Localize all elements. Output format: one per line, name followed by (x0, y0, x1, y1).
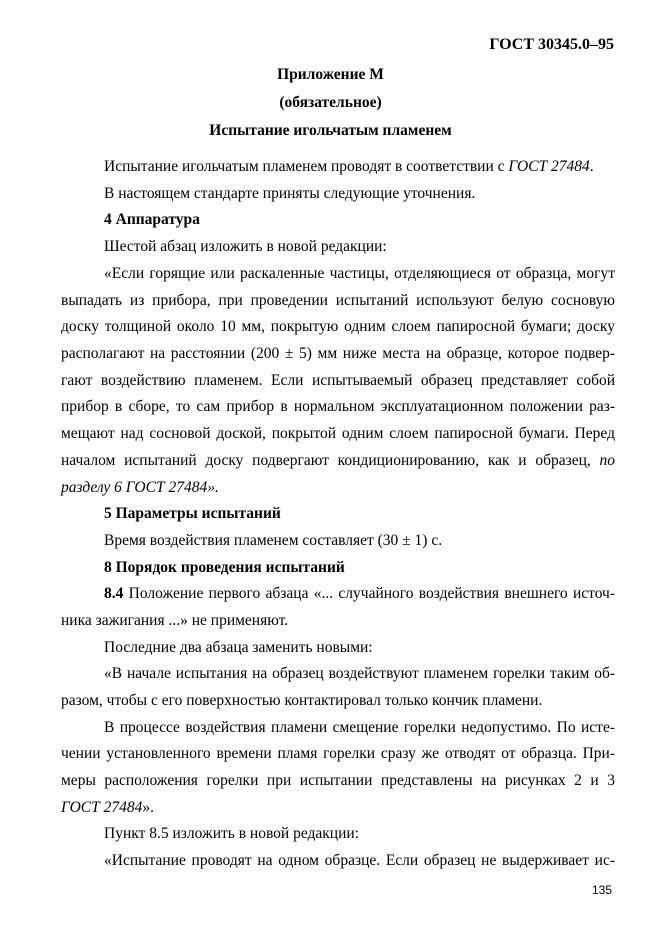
paragraph-line: Время воздействия пламенем составляет (30 ± 1) с. (104, 532, 443, 549)
paragraph-line: В процессе воздействия пламени смещение горелки недопустимо. По исте- (104, 719, 615, 736)
italic-run: по (599, 452, 615, 469)
paragraph-line: разделу 6 ГОСТ 27484». (61, 479, 219, 496)
paragraph-line: располагают на расстоянии (200 ± 5) мм ниже места на образце, которое подвер- (61, 345, 615, 362)
annex-subject: Испытание игольчатым пламенем (209, 122, 452, 139)
paragraph-line: чении установленного времени пламя горелки сразу же отводят от образца. При- (61, 745, 615, 762)
text-run: ». (142, 799, 155, 816)
paragraph-line: мещают над сосновой доской, покрытой одним слоем папиросной бумаги. Перед (61, 425, 615, 442)
paragraph-line: «Если горящие или раскаленные частицы, отделяющиеся от образца, могут (104, 265, 615, 282)
annex-status: (обязательное) (279, 94, 382, 111)
paragraph-line: Пункт 8.5 изложить в новой редакции: (104, 825, 359, 842)
paragraph-line: доску толщиной около 10 мм, покрытую одним слоем папиросной бумаги; доску (61, 318, 615, 335)
paragraph-line: меры расположения горелки при испытании представлены на рисунках 2 и 3 (61, 772, 615, 789)
paragraph-line (61, 799, 154, 817)
paragraph-line: Последние два абзаца заменить новыми: (104, 639, 373, 656)
paragraph-line: прибор в сборе, то сам прибор в нормальном эксплуатационном положении раз- (61, 398, 615, 415)
annex-title: Приложение М (277, 66, 384, 83)
paragraph-line: разом, чтобы с его поверхностью контактировал только кончик пламени. (61, 692, 543, 709)
standard-reference: ГОСТ 27484 (61, 799, 143, 816)
document-code: ГОСТ 30345.0–95 (489, 36, 614, 53)
paragraph-line: ника зажигания ...» не применяют. (61, 612, 289, 629)
section-heading-4: 4 Аппаратура (104, 211, 200, 228)
paragraph-line (104, 585, 615, 603)
paragraph-line: «Испытание проводят на одном образце. Если образец не выдерживает ис- (104, 852, 615, 869)
section-heading-8: 8 Порядок проведения испытаний (104, 559, 345, 576)
text-run: . (589, 158, 594, 175)
text-run: Испытание игольчатым пламенем проводят в соответствии с (104, 158, 509, 175)
paragraph-line: гают воздействию пламенем. Если испытываемый образец представляет собой (61, 372, 615, 389)
clause-number: 8.4 (104, 585, 124, 602)
paragraph-line: В настоящем стандарте приняты следующие уточнения. (104, 185, 476, 202)
paragraph-line: выпадать из прибора, при проведении испытаний используют белую сосновую (61, 292, 615, 309)
paragraph-line (104, 158, 594, 176)
paragraph-line: «В начале испытания на образец воздействуют пламенем горелки таким об- (104, 665, 615, 682)
standard-reference: ГОСТ 27484 (508, 158, 590, 175)
text-run: началом испытаний доску подвергают кондиционированию, как и образец, (61, 452, 600, 469)
section-heading-5: 5 Параметры испытаний (104, 505, 281, 522)
page-number: 135 (591, 883, 612, 897)
text-run: Положение первого абзаца «... случайного воздействия внешнего источ- (123, 585, 615, 602)
paragraph-line: Шестой абзац изложить в новой редакции: (104, 238, 387, 255)
paragraph-line (61, 452, 615, 470)
